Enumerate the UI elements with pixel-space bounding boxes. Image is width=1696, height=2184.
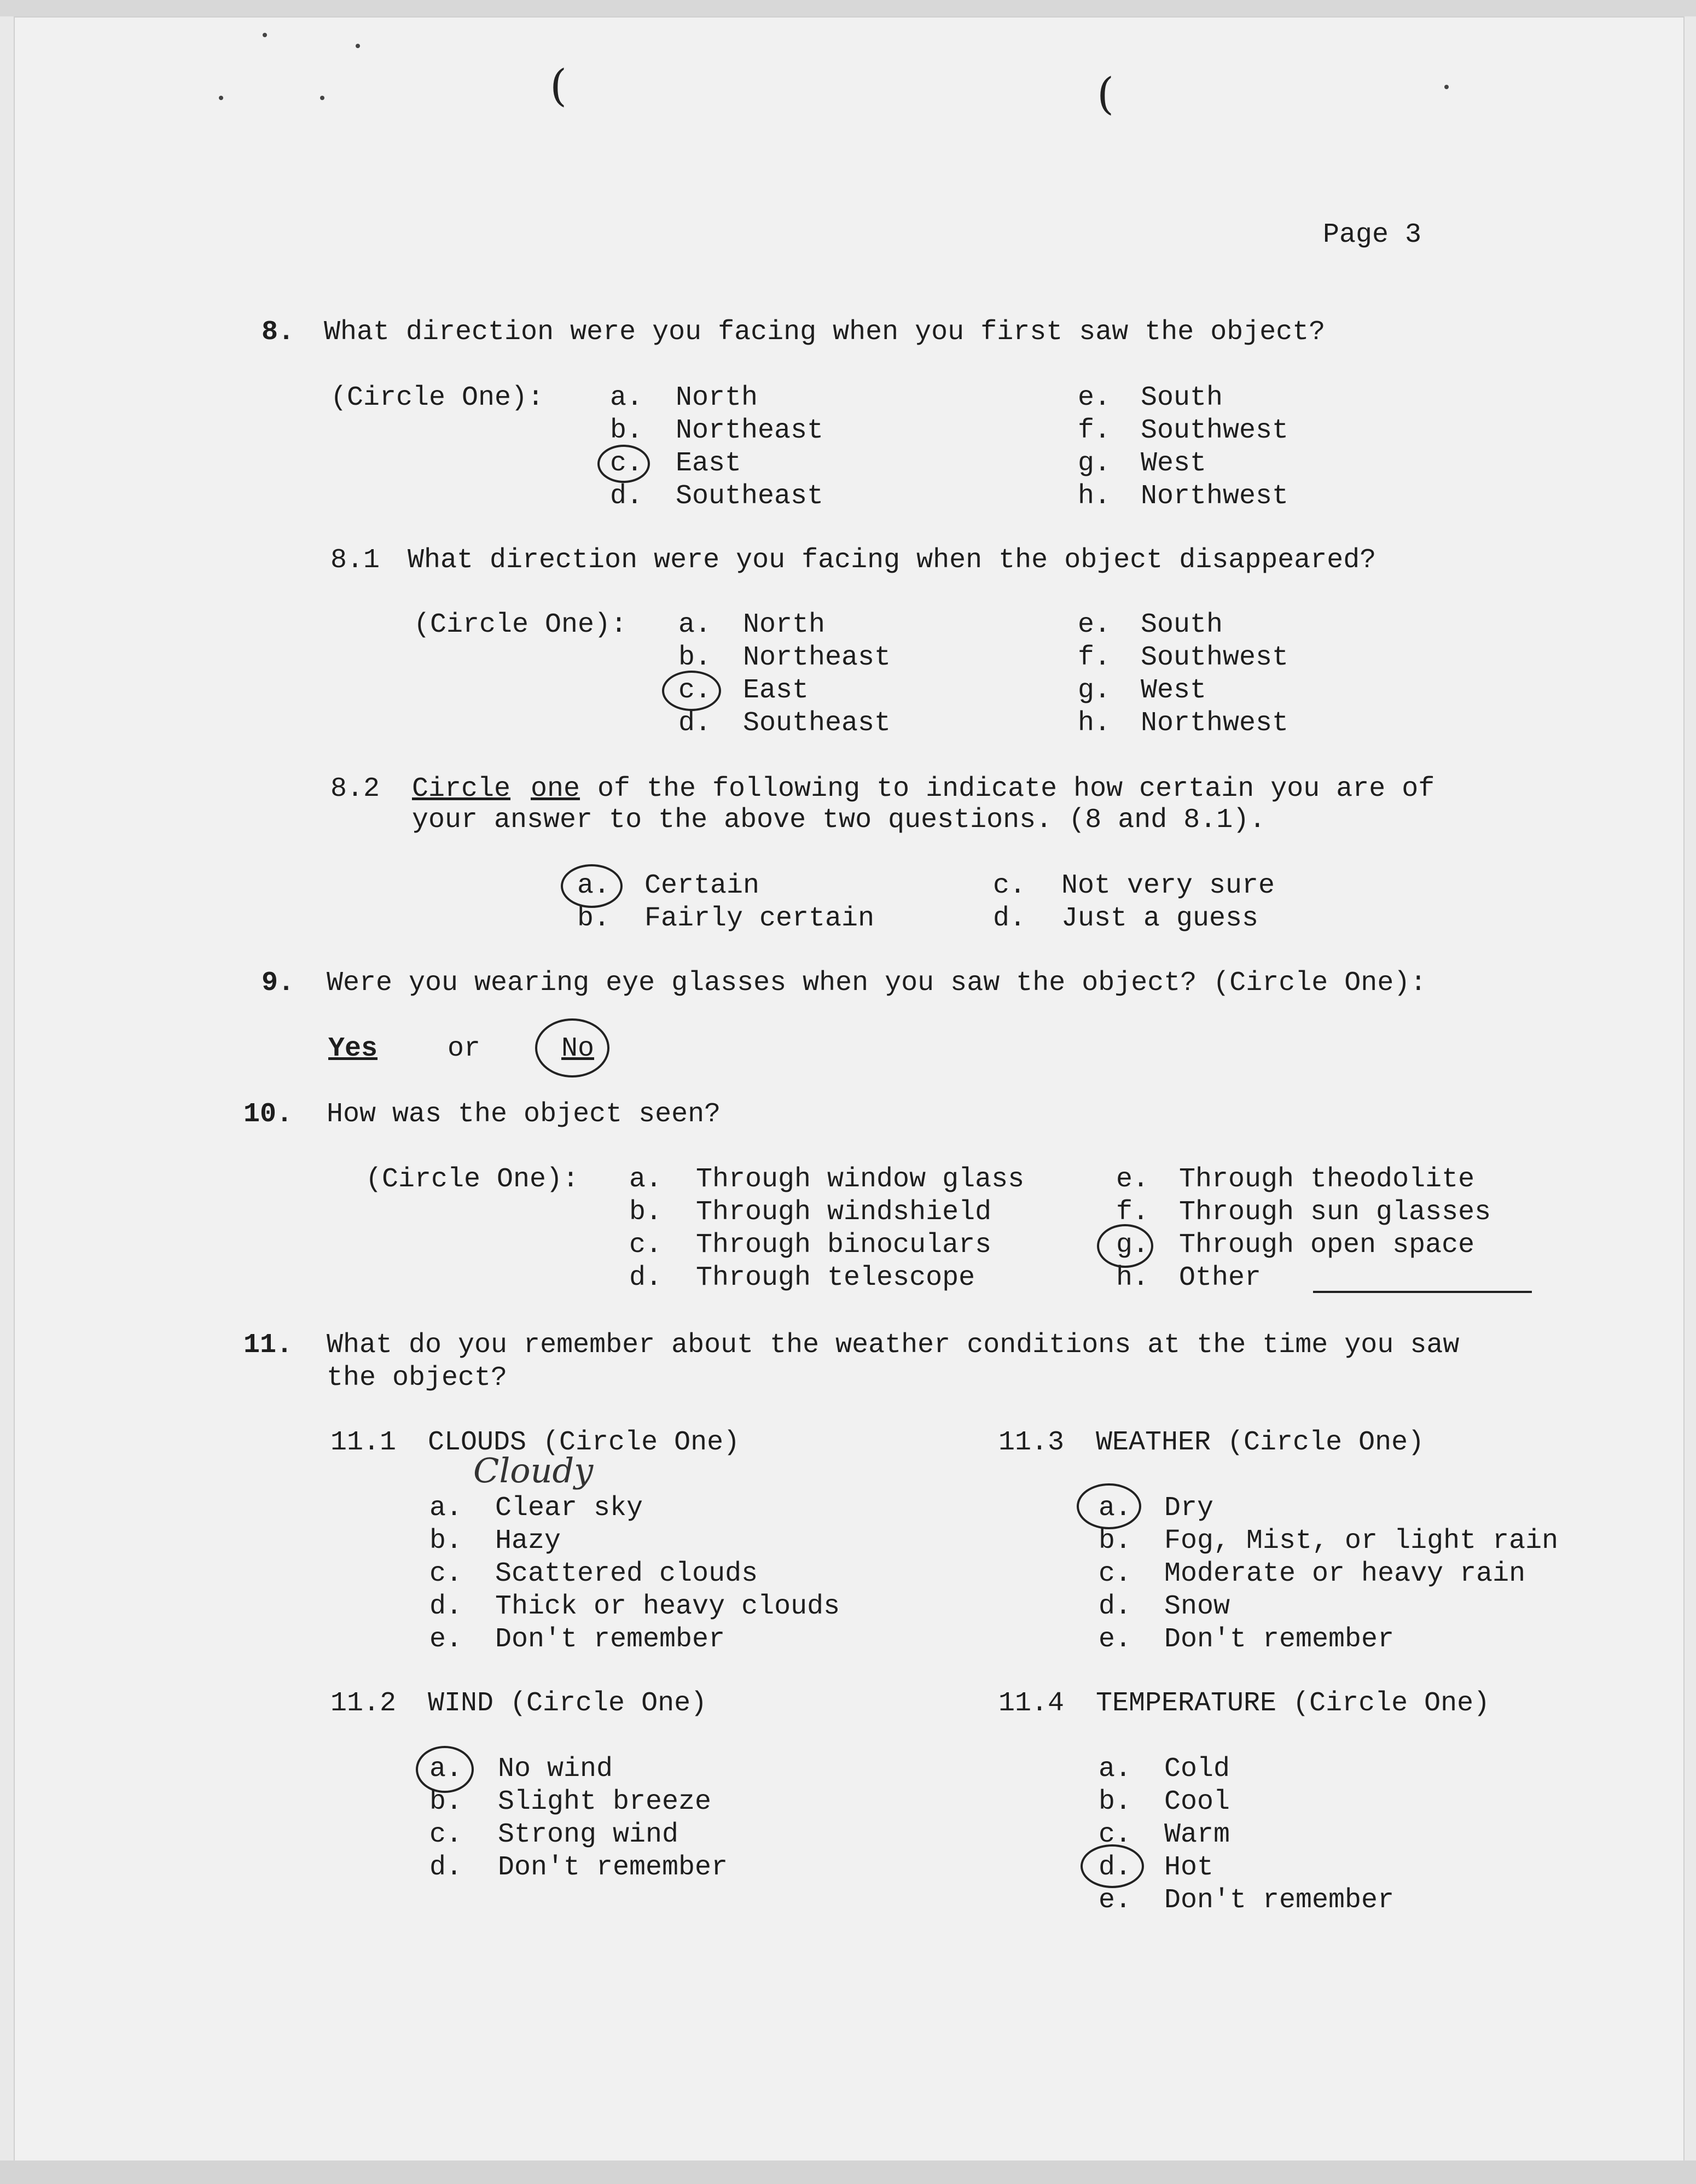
q8-option-letter: e.: [1078, 382, 1111, 413]
q11-3-option-fog: Fog, Mist, or light rain: [1164, 1525, 1559, 1557]
q10-option-letter: c.: [629, 1230, 663, 1261]
q8-option-northeast: Northeast: [676, 415, 824, 446]
q8-2-question-line2: your answer to the above two questions. (8 and 8.1).: [412, 805, 1266, 836]
q8-question: What direction were you facing when you first saw the object?: [324, 317, 1326, 348]
q8-option-west: West: [1141, 448, 1207, 479]
q11-3-selected-circle: [1077, 1483, 1141, 1529]
q11-1-option-letter: c.: [429, 1558, 463, 1589]
q11-1-option-clear-sky: Clear sky: [495, 1493, 643, 1524]
q8-1-option-south: South: [1141, 609, 1223, 640]
q8-1-option-letter: h.: [1078, 708, 1111, 739]
scan-top-edge: [0, 0, 1696, 16]
q11-1-handwritten-note: Cloudy: [473, 1451, 594, 1490]
q8-1-question: What direction were you facing when the object disappeared?: [408, 545, 1376, 576]
q11-question: What do you remember about the weather conditions at the time you saw: [327, 1330, 1460, 1361]
scan-speck: [219, 96, 223, 100]
q11-1-option-dont-remember: Don't remember: [495, 1624, 725, 1655]
q8-1-instruction: (Circle One):: [414, 609, 628, 640]
q11-2-option-dont-remember: Don't remember: [498, 1852, 728, 1883]
q11-4-option-warm: Warm: [1164, 1819, 1230, 1850]
q11-1-number: 11.1: [330, 1427, 397, 1458]
q8-2-option-letter: d.: [993, 903, 1026, 934]
q8-1-option-north: North: [743, 609, 826, 640]
q11-2-number: 11.2: [330, 1688, 397, 1719]
q8-2-option-not-very-sure: Not very sure: [1061, 870, 1275, 901]
q8-option-southeast: Southeast: [676, 481, 824, 512]
q10-option-letter: e.: [1116, 1164, 1149, 1195]
scan-speck: [1444, 85, 1449, 89]
q11-3-option-snow: Snow: [1164, 1591, 1230, 1622]
q8-2-question: of the following to indicate how certain you are of: [597, 773, 1435, 805]
q8-option-northwest: Northwest: [1141, 481, 1289, 512]
q11-3-option-letter: c.: [1099, 1558, 1132, 1589]
q10-option-theodolite: Through theodolite: [1179, 1164, 1475, 1195]
q8-option-letter: h.: [1078, 481, 1111, 512]
q11-4-option-letter: e.: [1099, 1885, 1132, 1916]
q11-2-option-no-wind: No wind: [498, 1754, 613, 1785]
q9-selected-circle: [535, 1018, 609, 1078]
q8-2-circle-word: Circle: [412, 773, 511, 805]
q8-option-letter: f.: [1078, 415, 1111, 446]
q11-question-line2: the object?: [327, 1362, 508, 1394]
q10-instruction: (Circle One):: [365, 1164, 579, 1195]
q9-yes: Yes: [328, 1033, 378, 1064]
q8-1-option-letter: e.: [1078, 609, 1111, 640]
q11-3-number: 11.3: [998, 1427, 1065, 1458]
q10-option-telescope: Through telescope: [696, 1262, 975, 1294]
punch-mark-left: (: [550, 60, 567, 111]
q8-1-option-letter: f.: [1078, 642, 1111, 673]
q11-1-option-scattered: Scattered clouds: [495, 1558, 758, 1589]
q8-2-number: 8.2: [330, 773, 380, 805]
q9-or: or: [448, 1033, 481, 1064]
q8-2-option-fairly-certain: Fairly certain: [644, 903, 875, 934]
scan-bottom-edge: [0, 2160, 1696, 2184]
q11-4-selected-circle: [1081, 1844, 1144, 1888]
q8-2-one-word: one: [531, 773, 580, 805]
q9-number: 9.: [262, 968, 295, 999]
q8-1-option-letter: a.: [678, 609, 712, 640]
q11-4-option-letter: d.: [1099, 1852, 1132, 1883]
q11-3-option-letter: b.: [1099, 1525, 1132, 1557]
q8-option-east: East: [676, 448, 742, 479]
q10-option-other: Other: [1179, 1262, 1262, 1294]
q11-4-number: 11.4: [998, 1688, 1065, 1719]
q8-1-option-northeast: Northeast: [743, 642, 891, 673]
q11-3-option-letter: a.: [1099, 1493, 1132, 1524]
q11-3-option-heavy-rain: Moderate or heavy rain: [1164, 1558, 1526, 1589]
q9-no: No: [561, 1033, 595, 1064]
q11-4-option-letter: c.: [1099, 1819, 1132, 1850]
q8-1-option-east: East: [743, 675, 809, 706]
q10-option-letter: b.: [629, 1197, 663, 1228]
q8-option-letter: c.: [610, 448, 643, 479]
scan-speck: [263, 33, 267, 37]
q8-1-option-letter: c.: [678, 675, 712, 706]
q8-1-option-southwest: Southwest: [1141, 642, 1289, 673]
q8-2-option-letter: c.: [993, 870, 1026, 901]
q8-2-option-letter: b.: [577, 903, 611, 934]
q11-2-option-letter: d.: [429, 1852, 463, 1883]
q11-1-option-hazy: Hazy: [495, 1525, 561, 1557]
q11-2-title: WIND (Circle One): [428, 1688, 707, 1719]
q8-option-letter: b.: [610, 415, 643, 446]
q11-4-option-cold: Cold: [1164, 1754, 1230, 1785]
q8-1-option-northwest: Northwest: [1141, 708, 1289, 739]
q8-2-selected-circle: [561, 864, 623, 908]
q11-1-option-letter: a.: [429, 1493, 463, 1524]
q11-4-option-letter: a.: [1099, 1754, 1132, 1785]
q11-2-option-letter: b.: [429, 1786, 463, 1818]
q8-option-south: South: [1141, 382, 1223, 413]
q11-4-option-letter: b.: [1099, 1786, 1132, 1818]
q10-option-window-glass: Through window glass: [696, 1164, 1025, 1195]
q8-1-option-letter: g.: [1078, 675, 1111, 706]
q8-option-letter: a.: [610, 382, 643, 413]
q8-1-option-letter: d.: [678, 708, 712, 739]
q11-2-option-slight-breeze: Slight breeze: [498, 1786, 712, 1818]
q8-1-option-southeast: Southeast: [743, 708, 891, 739]
q8-option-letter: d.: [610, 481, 643, 512]
q11-2-option-strong-wind: Strong wind: [498, 1819, 679, 1850]
q8-2-option-certain: Certain: [644, 870, 760, 901]
q10-option-windshield: Through windshield: [696, 1197, 992, 1228]
q8-1-option-letter: b.: [678, 642, 712, 673]
q11-1-title: CLOUDS (Circle One): [428, 1427, 740, 1458]
q10-option-binoculars: Through binoculars: [696, 1230, 992, 1261]
q8-1-option-west: West: [1141, 675, 1207, 706]
q11-2-option-letter: a.: [429, 1754, 463, 1785]
q11-1-option-letter: e.: [429, 1624, 463, 1655]
q10-number: 10.: [243, 1099, 293, 1130]
scan-speck: [320, 96, 324, 100]
q11-3-option-dry: Dry: [1164, 1493, 1214, 1524]
q10-option-sun-glasses: Through sun glasses: [1179, 1197, 1491, 1228]
q8-option-letter: g.: [1078, 448, 1111, 479]
q11-3-option-letter: e.: [1099, 1624, 1132, 1655]
q10-option-letter: d.: [629, 1262, 663, 1294]
q8-option-southwest: Southwest: [1141, 415, 1289, 446]
q11-3-option-letter: d.: [1099, 1591, 1132, 1622]
punch-mark-right: (: [1097, 68, 1114, 119]
q10-option-open-space: Through open space: [1179, 1230, 1475, 1261]
q11-3-option-dont-remember: Don't remember: [1164, 1624, 1395, 1655]
q10-option-letter: a.: [629, 1164, 663, 1195]
q11-4-option-cool: Cool: [1164, 1786, 1230, 1818]
q11-1-option-letter: b.: [429, 1525, 463, 1557]
q11-number: 11.: [243, 1330, 293, 1361]
q8-1-number: 8.1: [330, 545, 380, 576]
q8-selected-circle: [597, 445, 650, 483]
q11-3-title: WEATHER (Circle One): [1096, 1427, 1425, 1458]
q8-1-selected-circle: [662, 671, 721, 711]
q9-question: Were you wearing eye glasses when you saw the object? (Circle One):: [327, 968, 1427, 999]
q10-option-letter: h.: [1116, 1262, 1149, 1294]
q8-number: 8.: [262, 317, 295, 348]
q10-option-letter: f.: [1116, 1197, 1149, 1228]
q11-4-option-hot: Hot: [1164, 1852, 1214, 1883]
q11-2-option-letter: c.: [429, 1819, 463, 1850]
q10-option-letter: g.: [1116, 1230, 1149, 1261]
q10-other-blank-line: [1313, 1291, 1532, 1293]
q8-2-option-letter: a.: [577, 870, 611, 901]
q8-2-option-just-a-guess: Just a guess: [1061, 903, 1259, 934]
q11-1-option-thick: Thick or heavy clouds: [495, 1591, 840, 1622]
q8-option-north: North: [676, 382, 758, 413]
q11-4-option-dont-remember: Don't remember: [1164, 1885, 1395, 1916]
q11-1-option-letter: d.: [429, 1591, 463, 1622]
q8-instruction: (Circle One):: [330, 382, 544, 413]
q10-selected-circle: [1097, 1224, 1153, 1268]
q10-question: How was the object seen?: [327, 1099, 721, 1130]
scan-speck: [356, 44, 360, 48]
page-number: Page 3: [1323, 219, 1422, 251]
q11-4-title: TEMPERATURE (Circle One): [1096, 1688, 1490, 1719]
